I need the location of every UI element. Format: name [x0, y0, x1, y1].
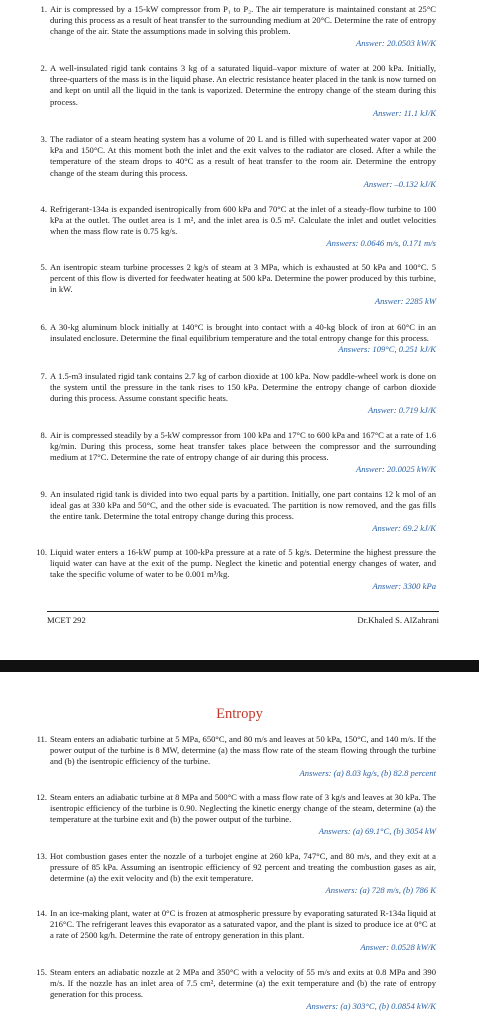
- problem-7: [40, 371, 436, 416]
- page-footer: [47, 611, 439, 625]
- problem-number: 11.: [36, 734, 47, 744]
- problem-answer: Answers: (a) 728 m/s, (b) 786 K: [325, 884, 436, 895]
- problem-answer: Answer: 69.2 kJ/K: [372, 522, 436, 533]
- problem-text: Refrigerant-134a is expanded isentropically from 600 kPa and 70°C at the inlet of a steady-flow turbine to 100 kPa at the outlet. The outlet area is 1 m², and the inlet area is 0.5 m². Calculate the inlet and outlet velocities when the mass flow rate is 0.75 kg/s.: [50, 204, 436, 237]
- problem-number: 5.: [40, 262, 47, 272]
- page-separator: [0, 660, 479, 672]
- problem-3: [40, 134, 436, 190]
- problem-text: An isentropic steam turbine processes 2 kg/s of steam at 3 MPa, which is exhausted at 50 kPa and 100°C. 5 percent of this flow is diverted for feedwater heating at 500 kPa. Determine the power produced by this turbine, in kW.: [50, 262, 436, 295]
- problem-4: [40, 204, 436, 249]
- problem-number: 13.: [36, 851, 47, 861]
- problem-number: 2.: [40, 63, 47, 73]
- problem-answer: Answer: 3300 kPa: [372, 580, 436, 591]
- problem-text: The radiator of a steam heating system has a volume of 20 L and is filled with superheated water vapor at 200 kPa and 150°C. At this moment both the inlet and the exit valves to the radiator are closed. After a while the temperature of the steam drops to 40°C as a result of heat transfer to the room air. Determine the entropy change of the steam during this process.: [50, 134, 436, 178]
- problem-text: A 1.5-m3 insulated rigid tank contains 2.7 kg of carbon dioxide at 100 kPa. Now paddle-wheel work is done on the system until the pressure in the tank rises to 150 kPa. Determine the entropy change of carbon dioxide during this process. Assume constant specific heats.: [50, 371, 436, 404]
- problem-answer: Answer: 20.0025 kW/K: [356, 463, 436, 474]
- problem-11: [36, 734, 436, 779]
- problem-15: [36, 967, 436, 1012]
- problem-12: [36, 792, 436, 837]
- section-title: Entropy: [216, 706, 263, 722]
- problem-number: 1.: [40, 4, 47, 14]
- problem-14: [36, 908, 436, 953]
- problem-text: Steam enters an adiabatic nozzle at 2 MPa and 350°C with a velocity of 55 m/s and exits at 0.8 MPa and 390 m/s. If the nozzle has an inlet area of 7.5 cm², determine (a) the exit temperature and (b) the rate of entropy generation for this process.: [50, 967, 436, 1000]
- problem-text: Liquid water enters a 16-kW pump at 100-kPa pressure at a rate of 5 kg/s. Determine the highest pressure the liquid water can have at the exit of the pump. Neglect the kinetic and potential energy changes of water, and take the specific volume of water to be 0.001 m³/kg.: [50, 547, 436, 580]
- problem-answer: Answer: 0.719 kJ/K: [367, 404, 436, 415]
- problem-answer: Answers: (a) 8.03 kg/s, (b) 82.8 percent: [299, 767, 436, 778]
- problem-text: Air is compressed steadily by a 5-kW compressor from 100 kPa and 17°C to 600 kPa and 167°C at a rate of 1.6 kg/min. During this process, some heat transfer takes place between the compressor and the surrounding medium at 17°C. Determine the rate of entropy change of air during this process.: [50, 430, 436, 463]
- page-2: [0, 672, 479, 1024]
- problem-answer: Answer: 2285 kW: [374, 295, 436, 306]
- problem-answer: Answers: 109°C, 0.251 kJ/K: [338, 344, 436, 355]
- problem-answer: Answers: (a) 69.1°C, (b) 3054 kW: [318, 825, 436, 836]
- problem-text: Steam enters an adiabatic turbine at 8 MPa and 500°C with a mass flow rate of 3 kg/s and leaves at 30 kPa. The isentropic efficiency of the turbine is 0.90. Neglecting the kinetic energy change of the steam, determine (a) the temperature at the turbine exit and (b) the power output of the turbine.: [50, 792, 436, 825]
- problem-number: 15.: [36, 967, 47, 977]
- problem-number: 9.: [40, 489, 47, 499]
- problem-2: [40, 63, 436, 119]
- problem-answer: Answer: 20.0503 kW/K: [356, 37, 436, 48]
- problem-number: 14.: [36, 908, 47, 918]
- problem-6: [40, 322, 436, 355]
- problem-text: An insulated rigid tank is divided into two equal parts by a partition. Initially, one part contains 12 k mol of an ideal gas at 330 kPa and 50°C, and the other side is evacuated. The partition is now removed, and the gas fills the entire tank. Determine the total entropy change during this process.: [50, 489, 436, 522]
- problem-number: 8.: [40, 430, 47, 440]
- problem-number: 12.: [36, 792, 47, 802]
- problem-text: Air is compressed by a 15-kW compressor from P₁ to P₂. The air temperature is maintained constant at 25°C during this process as a result of heat transfer to the surrounding medium at 20°C. Determine the rate of entropy change of the air. State the assumptions made in solving this problem.: [50, 4, 436, 37]
- problem-8: [40, 430, 436, 475]
- problem-answer: Answer: 11.1 kJ/K: [372, 107, 436, 118]
- problem-number: 4.: [40, 204, 47, 214]
- problem-1: [40, 4, 436, 49]
- problem-9: [40, 489, 436, 534]
- problem-number: 7.: [40, 371, 47, 381]
- problem-text: A 30-kg aluminum block initially at 140°C is brought into contact with a 40-kg block of iron at 60°C in an insulated enclosure. Determine the final equilibrium temperature and the total entropy change for this process.: [50, 322, 436, 344]
- problem-10: [36, 547, 436, 592]
- course-code: MCET 292: [47, 615, 86, 625]
- problem-answer: Answers: 0.0646 m/s, 0.171 m/s: [326, 237, 436, 248]
- author-name: Dr.Khaled S. AlZahrani: [357, 615, 439, 625]
- problem-text: Hot combustion gases enter the nozzle of a turbojet engine at 260 kPa, 747°C, and 80 m/s, and they exit at a pressure of 85 kPa. Assuming an isentropic efficiency of 92 percent and treating the combustion gases as air, determine (a) the exit velocity and (b) the exit temperature.: [50, 851, 436, 884]
- problem-text: Steam enters an adiabatic turbine at 5 MPa, 650°C, and 80 m/s and leaves at 50 kPa, 150°C, and 140 m/s. If the power output of the turbine is 8 MW, determine (a) the mass flow rate of the steam flowing through the turbine and (b) the isentropic efficiency of the turbine.: [50, 734, 436, 767]
- problem-text: A well-insulated rigid tank contains 3 kg of a saturated liquid–vapor mixture of water at 200 kPa. Initially, three-quarters of the mass is in the liquid phase. An electric resistance heater placed in the tank is now turned on and kept on until all the liquid in the tank is vaporized. Determine the entropy change of the steam during this process.: [50, 63, 436, 107]
- problem-5: [40, 262, 436, 307]
- problem-number: 6.: [40, 322, 47, 332]
- problem-13: [36, 851, 436, 896]
- problem-answer: Answer: 0.0528 kW/K: [360, 941, 436, 952]
- problem-answer: Answer: –0.132 kJ/K: [363, 178, 436, 189]
- problem-number: 10.: [36, 547, 47, 557]
- problem-answer: Answers: (a) 303°C, (b) 0.0854 kW/K: [306, 1000, 436, 1011]
- problem-text: In an ice-making plant, water at 0°C is frozen at atmospheric pressure by evaporating saturated R-134a liquid at 216°C. The refrigerant leaves this evaporator as a saturated vapor, and the plant is sized to produce ice at 0°C at a rate of 2500 kg/h. Determine the rate of entropy generation in this plant.: [50, 908, 436, 941]
- problem-number: 3.: [40, 134, 47, 144]
